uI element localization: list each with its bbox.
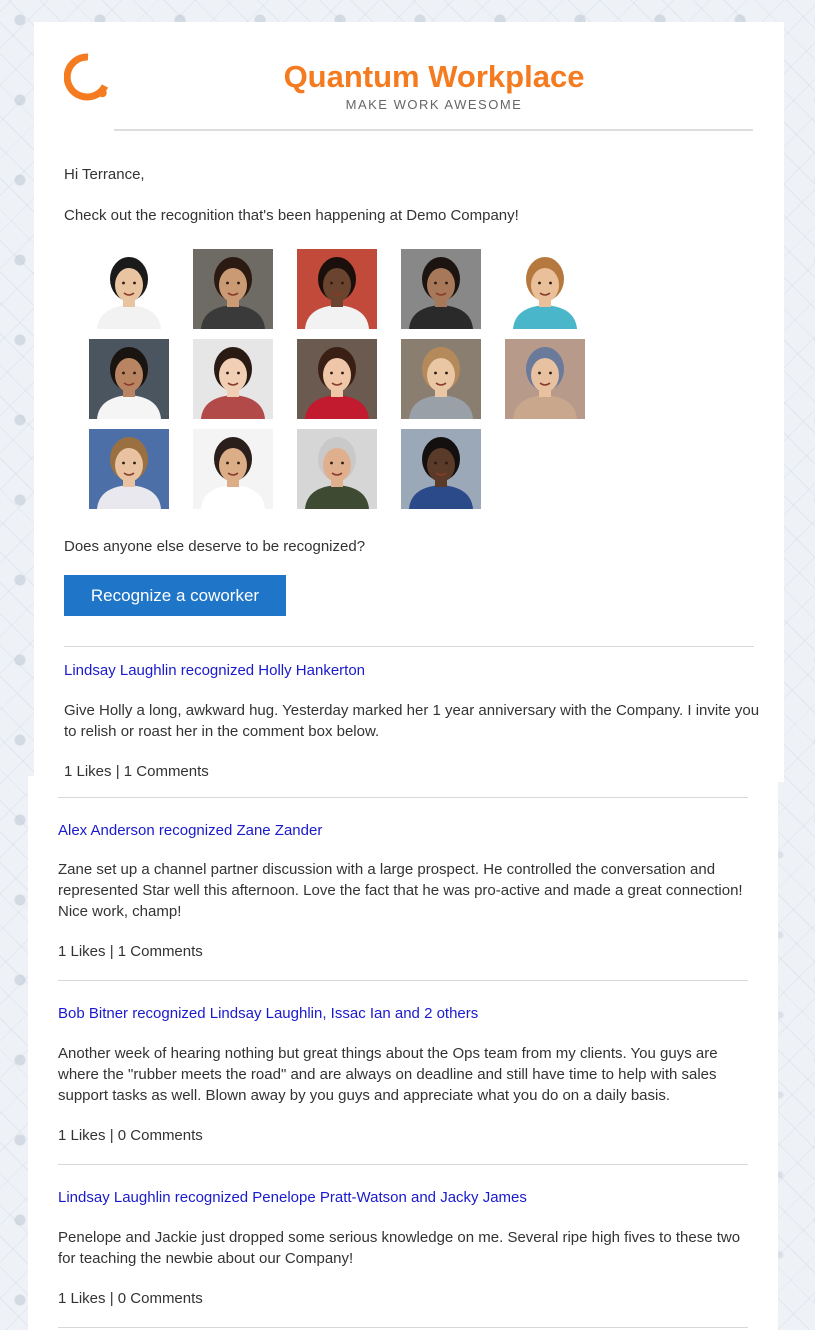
- coworker-photo[interactable]: [401, 339, 481, 419]
- coworker-photo[interactable]: [193, 249, 273, 329]
- brand-header: [114, 58, 754, 112]
- recognition-stats[interactable]: 1 Likes | 0 Comments: [58, 1127, 203, 1144]
- coworker-photo[interactable]: [193, 429, 273, 509]
- feed-divider: [58, 797, 748, 798]
- coworker-photo[interactable]: [89, 249, 169, 329]
- feed-divider: [58, 980, 748, 981]
- recognition-message: Another week of hearing nothing but great things about the Ops team from my clients. You guys are where the "rubber meets the road" and are always on deadline and still have time to help with sales support tasks as well. Blown away by you guys and appreciate what you do on a daily basis.: [58, 1045, 718, 1104]
- feed-divider: [58, 1327, 748, 1328]
- coworker-photo[interactable]: [297, 429, 377, 509]
- recognition-stats[interactable]: 1 Likes | 0 Comments: [58, 1290, 203, 1307]
- recognition-message: Give Holly a long, awkward hug. Yesterday marked her 1 year anniversary with the Company. I invite you to relish or roast her in the comment box below.: [64, 702, 760, 740]
- coworker-photo[interactable]: [401, 429, 481, 509]
- greeting: Hi Terrance,: [64, 166, 145, 183]
- coworker-photo[interactable]: [297, 249, 377, 329]
- recognize-coworker-button[interactable]: Recognize a coworker: [64, 575, 286, 616]
- recognition-title-link[interactable]: Lindsay Laughlin recognized Holly Hankerton: [64, 662, 366, 679]
- header-divider: [114, 129, 753, 131]
- brand-name: Quantum Workplace: [283, 59, 585, 94]
- intro-text: Check out the recognition that's been happening at Demo Company!: [64, 207, 519, 224]
- section-divider: [64, 646, 754, 647]
- recognition-title-link[interactable]: Lindsay Laughlin recognized Penelope Pratt-Watson and Jacky James: [58, 1189, 527, 1206]
- feed-divider: [58, 1164, 748, 1165]
- coworker-photo[interactable]: [401, 249, 481, 329]
- brand-tagline: MAKE WORK AWESOME: [345, 97, 523, 112]
- coworker-photo[interactable]: [297, 339, 377, 419]
- recognition-stats[interactable]: 1 Likes | 1 Comments: [64, 763, 209, 780]
- recognition-title-link[interactable]: Alex Anderson recognized Zane Zander: [58, 822, 323, 839]
- recognition-title-link[interactable]: Bob Bitner recognized Lindsay Laughlin, Issac Ian and 2 others: [58, 1005, 479, 1022]
- recognition-message: Zane set up a channel partner discussion with a large prospect. He controlled the conversation and represented Star well this afternoon. Love the fact that he was pro-active and made a great connection! Nice work, champ!: [58, 861, 743, 920]
- quantum-logo-icon: [64, 53, 112, 101]
- recognize-question: Does anyone else deserve to be recognized?: [64, 538, 366, 555]
- recognition-message: Penelope and Jackie just dropped some serious knowledge on me. Several ripe high fives to these two for teaching the newbie about our Company!: [58, 1229, 741, 1267]
- coworker-photo[interactable]: [505, 249, 585, 329]
- coworker-photo[interactable]: [505, 339, 585, 419]
- coworker-photo[interactable]: [89, 339, 169, 419]
- recognition-stats[interactable]: 1 Likes | 1 Comments: [58, 943, 203, 960]
- coworker-photo[interactable]: [89, 429, 169, 509]
- coworker-photo[interactable]: [193, 339, 273, 419]
